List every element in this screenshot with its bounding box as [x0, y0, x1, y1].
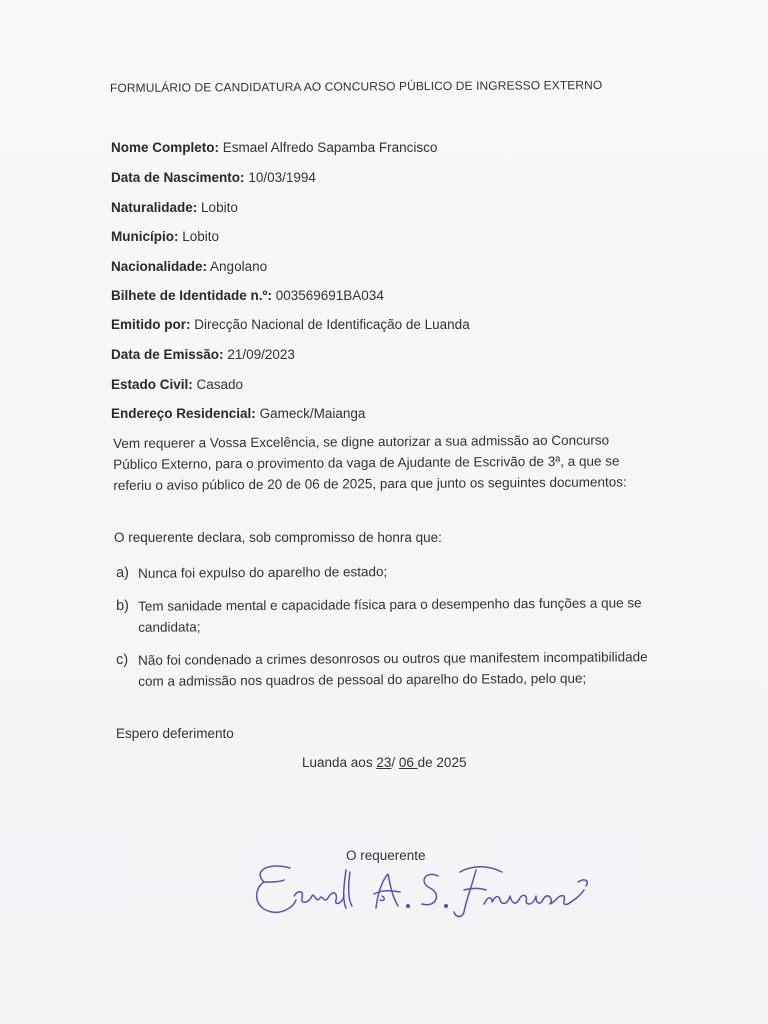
- field-label: Nacionalidade:: [111, 259, 208, 274]
- field-nationality: [111, 259, 267, 274]
- declaration-item: [116, 559, 656, 584]
- item-text: Não foi condenado a crimes desonrosos ou outros que manifestem incompatibilidade com a admissão nos quadros de pessoal do aparelho do Estado, pelo que;: [138, 649, 648, 689]
- field-value: 10/03/1994: [248, 170, 316, 185]
- field-issue-date: [111, 347, 295, 362]
- declaration-item: [116, 592, 656, 638]
- place-prefix: Luanda aos: [302, 755, 377, 770]
- request-paragraph: Vem requerer a Vossa Excelência, se digne autorizar a sua admissão ao Concurso Público Externo, para o provimento da vaga de Ajudante de Escrivão de 3ª, a que se referiu o aviso público de 20 de 06 de 2025, para que junto os seguintes documentos:: [113, 432, 627, 493]
- field-value: 21/09/2023: [227, 347, 295, 362]
- field-municipio: [111, 229, 219, 244]
- date-year: de 2025: [417, 755, 467, 770]
- field-value: Casado: [196, 377, 244, 392]
- field-label: Município:: [111, 229, 179, 244]
- field-label: Naturalidade:: [111, 200, 198, 215]
- declaration-item: [116, 646, 656, 692]
- form-title: FORMULÁRIO DE CANDIDATURA AO CONCURSO PÚBLICO DE INGRESSO EXTERNO: [109, 77, 603, 95]
- field-label: Data de Emissão:: [111, 347, 224, 362]
- item-text: Nunca foi expulso do aparelho de estado;: [138, 564, 388, 581]
- field-label: Estado Civil:: [111, 377, 193, 392]
- field-label: Nome Completo:: [111, 140, 219, 155]
- item-marker: c): [116, 651, 129, 668]
- field-value: Lobito: [201, 200, 238, 215]
- field-label: Endereço Residencial:: [111, 406, 256, 421]
- field-value: Gameck/Maianga: [259, 406, 366, 421]
- field-issued-by: [111, 317, 470, 332]
- field-value: Esmael Alfredo Sapamba Francisco: [222, 140, 438, 155]
- handwritten-signature: [250, 860, 595, 930]
- date-month: 06: [398, 755, 418, 770]
- signature-label: O requerente: [346, 848, 426, 863]
- field-birth-date: [111, 170, 316, 185]
- field-value: 003569691BA034: [275, 288, 384, 303]
- declaration-intro: O requerente declara, sob compromisso de honra que:: [114, 530, 442, 545]
- field-address: [111, 406, 365, 421]
- field-label: Emitido por:: [111, 317, 191, 332]
- field-value: Direcção Nacional de Identificação de Luanda: [194, 317, 470, 332]
- closing-text: Espero deferimento: [116, 726, 234, 741]
- item-marker: a): [116, 564, 130, 581]
- field-id-number: [111, 288, 384, 303]
- field-value: Lobito: [182, 229, 220, 244]
- item-marker: b): [116, 597, 130, 614]
- field-naturalidade: [111, 200, 238, 215]
- field-marital-status: [111, 377, 243, 392]
- place-date: [302, 755, 466, 770]
- field-label: Bilhete de Identidade n.º:: [111, 288, 272, 303]
- field-full-name: [111, 140, 437, 155]
- date-separator: /: [391, 755, 399, 770]
- field-value: Angolano: [210, 259, 268, 274]
- item-text: Tem sanidade mental e capacidade física para o desempenho das funções a que se candidata;: [138, 595, 642, 635]
- field-label: Data de Nascimento:: [111, 170, 245, 185]
- date-day: 23: [376, 755, 392, 770]
